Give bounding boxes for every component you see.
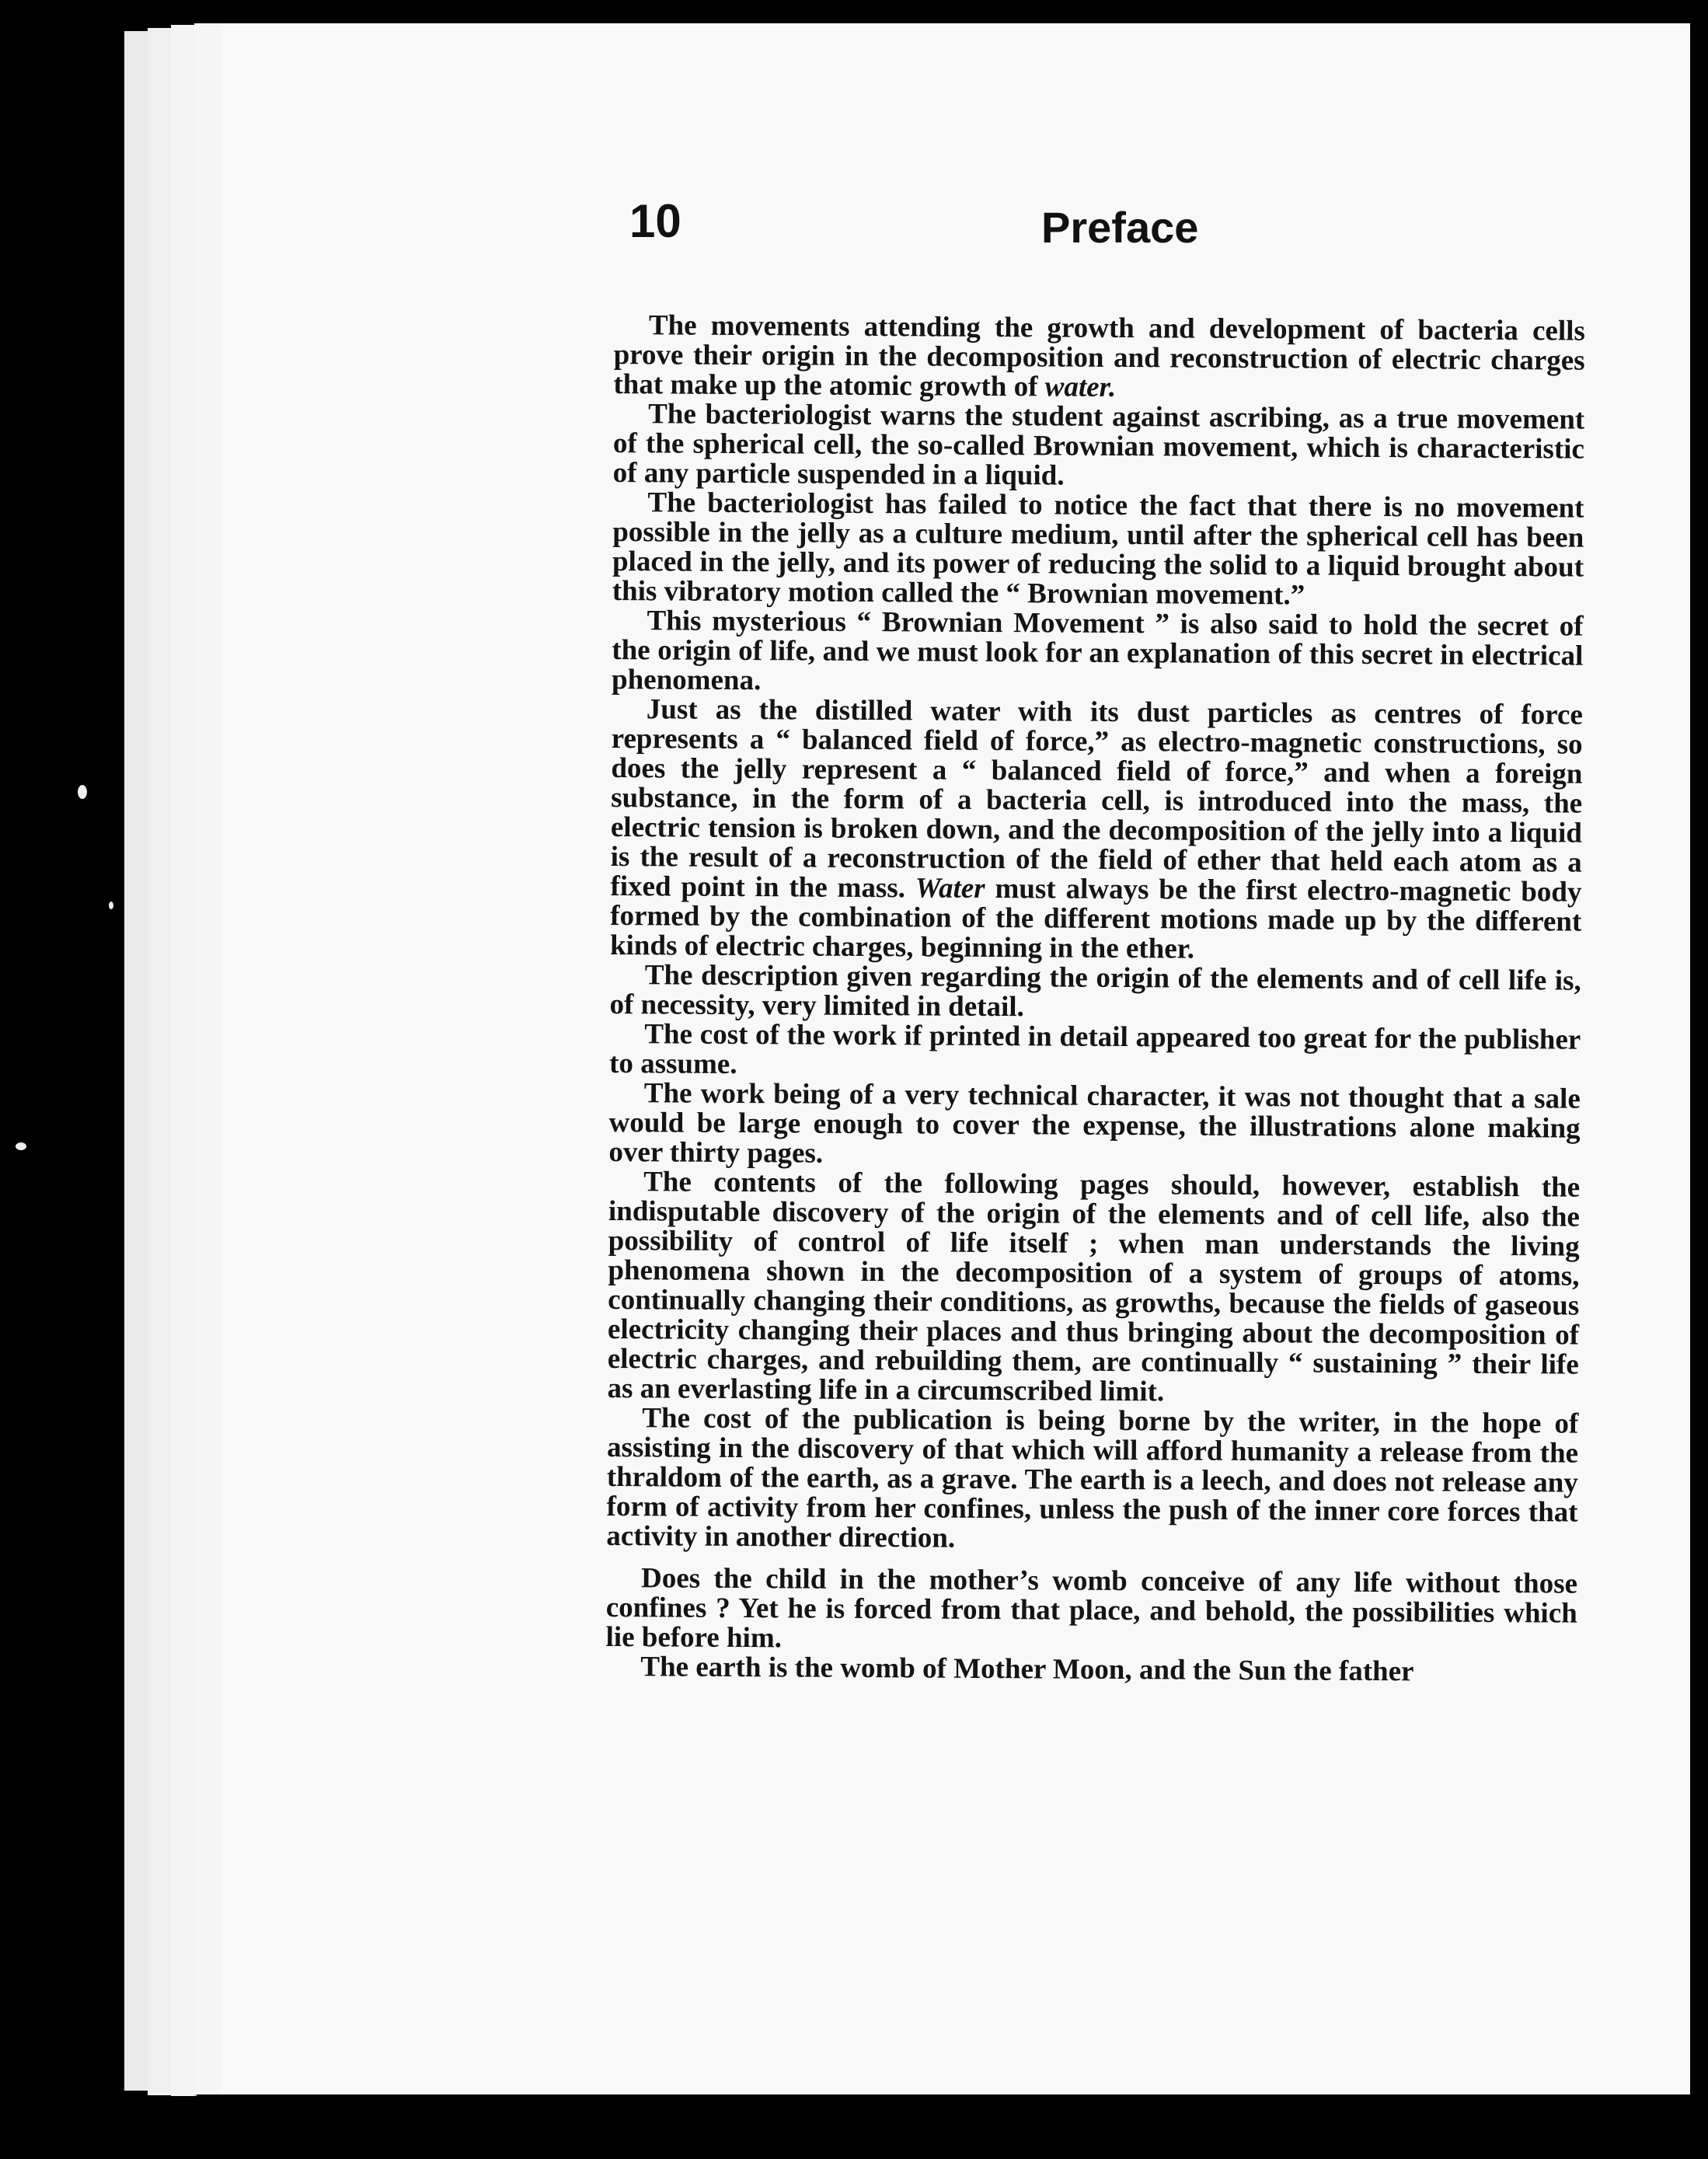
paragraph-text: Just as the distilled water with its dust particles as centres of force represents a “ balanced field of force,” as electro-magnetic constructions, so does the jelly represent a “ balanced field of force,” and when a foreign substance, in the form of a bacteria cell, is introduced into the mass, the electric tension is broken down, and the decomposition of the jelly into a liquid is the result of a reconstruction of the field of ether that held each atom as a fixed point in the mass. Water must always be the first electro-magnetic body formed by the combination of the different motions made up by the different kinds of electric charges, beginning in the ether. (609, 693, 1583, 965)
page-number: 10 (629, 195, 681, 247)
paragraph (608, 1079, 1581, 1174)
paragraph (605, 1652, 1577, 1688)
paragraph-text: The bacteriologist warns the student against ascribing, as a true movement of the spherical cell, the so-called Brownian movement, which is characteristic of any particle suspended in a liquid. (612, 398, 1585, 492)
paragraph-text: The bacteriologist has failed to notice the fact that there is no movement possible in the jelly as a culture medium, until after the spherical cell has been placed in the jelly, and its power of reducing the solid to a liquid brought about this vibratory motion called the “ Brownian movement.” (612, 487, 1584, 612)
paragraph-text: The description given regarding the origin of the elements and of cell life is, of necessity, very limited in detail. (609, 959, 1581, 1024)
paragraph-text: The earth is the womb of Mother Moon, and the Sun the father (640, 1651, 1414, 1688)
page-edge (171, 25, 197, 2096)
paragraph (607, 1167, 1580, 1410)
paragraph (613, 311, 1585, 406)
dust-speck (16, 1142, 26, 1150)
paragraph (606, 1404, 1578, 1557)
paragraph-text: The cost of the work if printed in detail appeared too great for the publisher to assume. (608, 1018, 1581, 1080)
dust-speck (78, 785, 87, 799)
paragraph (612, 488, 1584, 612)
paragraph (613, 399, 1585, 494)
paragraph (605, 1564, 1577, 1658)
paragraph-text: The work being of a very technical character, it was not thought that a sale would be large enough to cover the expense, the illustrations alone making over thirty pages. (608, 1077, 1581, 1170)
paragraph-text: The movements attending the growth and development of bacteria cells prove their origin in the decomposition and reconstruction of electric charges that make up the atomic growth of water. (613, 309, 1585, 403)
page-header (629, 187, 1426, 264)
dust-speck (109, 902, 113, 909)
paragraph (612, 606, 1584, 701)
paragraph-text: The contents of the following pages should, however, establish the indisputable discovery of the origin of the elements and of cell life, also the possibility of control of life itself ; when man understands the living phenomena shown in the decomposition of a system of groups of atoms, continually changing their conditions, as growths, because the fields of gaseous electricity changing their places and thus bringing about the decomposition of electric charges, and rebuilding them, are continually “ sustaining ” their life as an everlasting life in a circumscribed limit. (607, 1166, 1581, 1408)
paragraph (609, 961, 1581, 1026)
paragraph-text: Does the child in the mother’s womb conceive of any life without those confines ? Yet he is forced from that place, and behold, the possibilities which lie before him. (605, 1562, 1578, 1655)
page-edge (148, 28, 173, 2095)
paragraph-text: The cost of the publication is being borne by the writer, in the hope of assisting in the discovery of that which will afford humanity a release from the thraldom of the earth, as a grave. The earth is a leech, and does not release any form of activity from her confines, unless the push of the inner core forces that activity in another direction. (606, 1402, 1579, 1554)
paragraph (609, 1020, 1581, 1085)
running-head: Preface (1041, 203, 1199, 252)
body-text (605, 311, 1585, 1688)
italic-word: Water (915, 872, 985, 905)
page-edge (124, 31, 150, 2091)
paragraph-text: This mysterious “ Brownian Movement ” is also said to hold the secret of the origin of life, and we must look for an explanation of this secret in electrical phenomena. (611, 605, 1584, 697)
paragraph (610, 695, 1583, 967)
italic-word: water. (1044, 371, 1117, 403)
page-edge (194, 23, 224, 2094)
book-page (221, 23, 1690, 2094)
